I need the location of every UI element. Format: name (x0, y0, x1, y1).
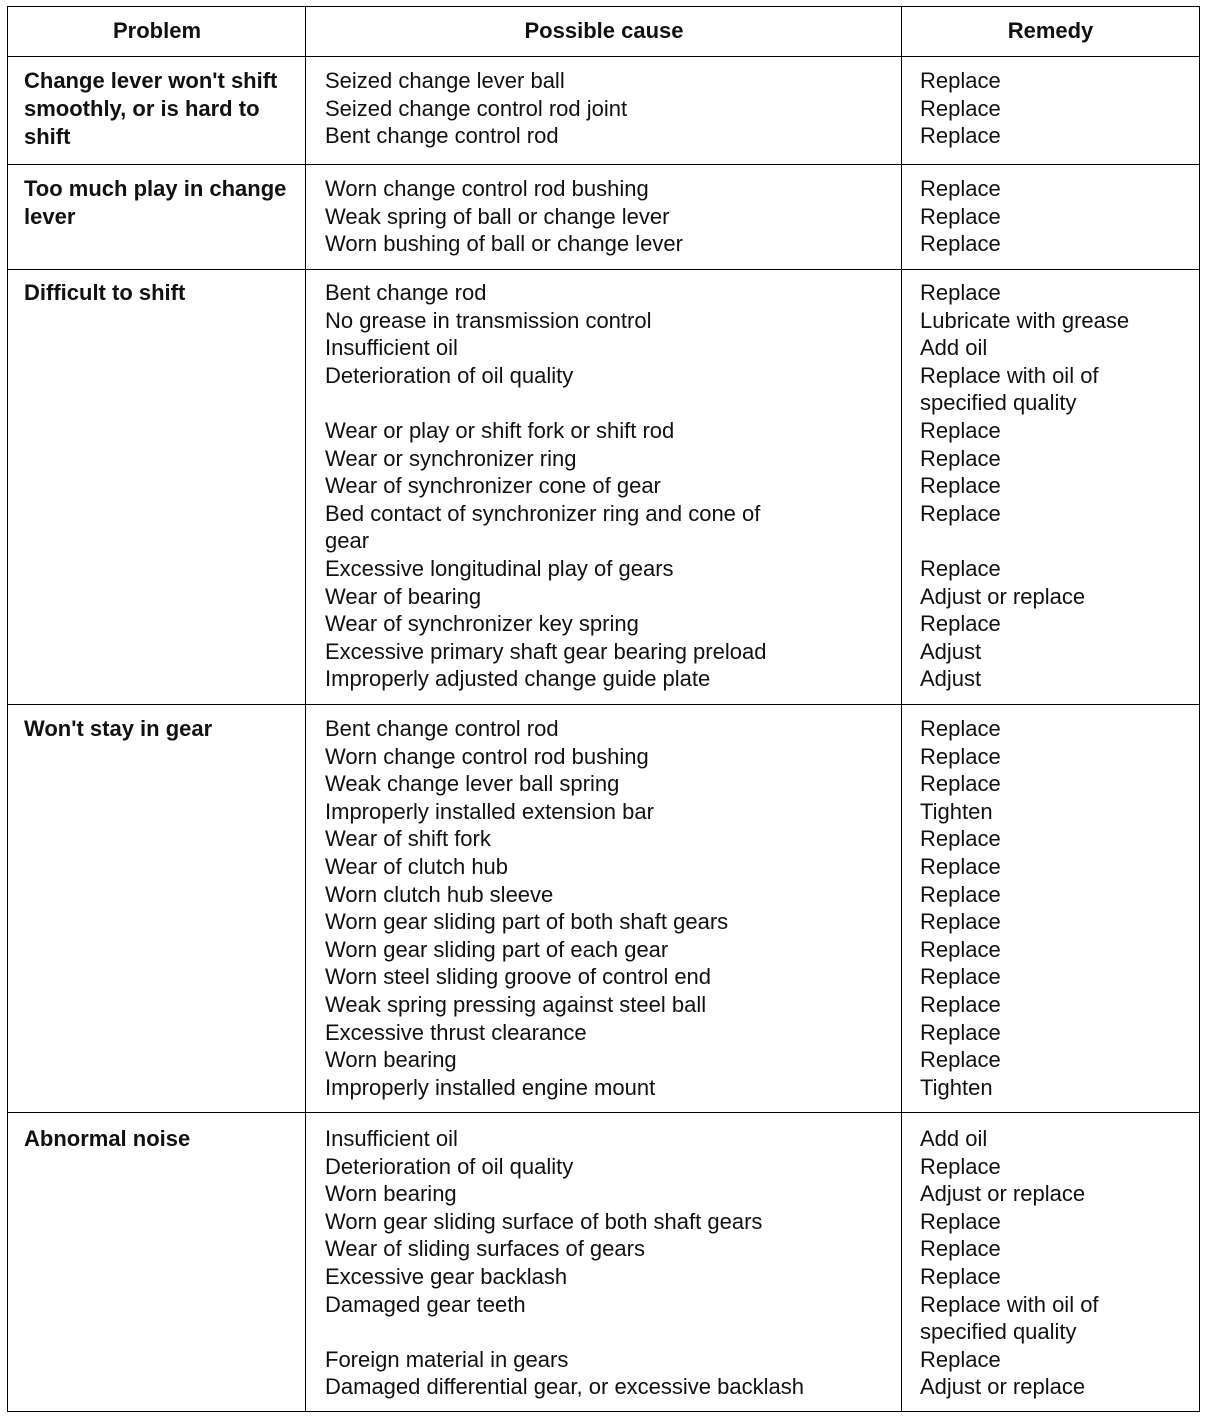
cause-line: Bent change rod (325, 280, 487, 305)
cause-line: Wear of synchronizer cone of gear (325, 473, 661, 499)
cause-line: Damaged differential gear, or excessive backlash (325, 1374, 804, 1400)
remedy-cell (920, 279, 1195, 693)
cause-line: Improperly adjusted change guide plate (325, 666, 711, 692)
remedy-line: Replace (920, 473, 1001, 499)
cause-line: Deterioration of oil quality (325, 362, 574, 388)
row-divider (8, 704, 1199, 705)
remedy-line: Replace (920, 826, 1001, 852)
remedy-line: Replace (920, 909, 1001, 935)
cause-line: Worn bushing of ball or change lever (325, 231, 683, 257)
cause-line: Wear of sliding surfaces of gears (325, 1236, 645, 1262)
column-divider (901, 7, 902, 1411)
cause-line: Worn gear sliding surface of both shaft gears (325, 1208, 763, 1234)
remedy-cell (920, 1125, 1195, 1401)
problem-cell: Won't stay in gear (24, 716, 213, 741)
remedy-line (920, 527, 1195, 555)
cause-line: Wear of synchronizer key spring (325, 611, 639, 637)
cause-line: Bent change control rod (325, 716, 559, 741)
cause-line: Bed contact of synchronizer ring and cone of (325, 500, 761, 526)
cause-cell (325, 715, 895, 1101)
remedy-line: Tighten (920, 1074, 993, 1100)
problem-cell: Abnormal noise (24, 1126, 191, 1151)
troubleshooting-table (7, 6, 1200, 1412)
remedy-line: Replace (920, 1153, 1001, 1179)
row-divider (8, 164, 1199, 165)
remedy-line: Replace (920, 95, 1001, 121)
cause-line: Damaged gear teeth (325, 1291, 526, 1317)
cause-line: Worn gear sliding part of each gear (325, 936, 669, 962)
column-divider (305, 7, 306, 1411)
remedy-line: Replace (920, 1208, 1001, 1234)
cause-line: Weak spring pressing against steel ball (325, 991, 707, 1017)
cause-line: Worn bearing (325, 1181, 457, 1207)
header-cause: Possible cause (524, 18, 684, 43)
cause-line: Improperly installed extension bar (325, 798, 654, 824)
header-problem: Problem (112, 18, 202, 43)
remedy-line: Adjust or replace (920, 583, 1086, 609)
remedy-line: Lubricate with grease (920, 307, 1130, 333)
cause-line: Excessive longitudinal play of gears (325, 555, 674, 581)
remedy-line: Replace (920, 123, 1001, 149)
cause-line: Improperly installed engine mount (325, 1074, 656, 1100)
cause-line: Wear of bearing (325, 583, 482, 609)
cause-line: Excessive primary shaft gear bearing preload (325, 638, 767, 664)
remedy-line: Replace with oil of (920, 1291, 1099, 1317)
header-remedy: Remedy (1007, 18, 1094, 43)
cause-line: Wear of shift fork (325, 826, 491, 852)
cause-line: Weak change lever ball spring (325, 771, 620, 797)
remedy-line: Replace (920, 1263, 1001, 1289)
remedy-cell (920, 175, 1195, 258)
cause-line: Seized change control rod joint (325, 95, 628, 121)
cause-line: Weak spring of ball or change lever (325, 203, 670, 229)
remedy-cell (920, 67, 1195, 150)
remedy-line: Replace (920, 743, 1001, 769)
cause-line: No grease in transmission control (325, 307, 652, 333)
remedy-line: Tighten (920, 798, 993, 824)
remedy-line: Replace (920, 555, 1001, 581)
cause-line: Wear or synchronizer ring (325, 445, 577, 471)
cause-line: Insufficient oil (325, 1126, 458, 1151)
remedy-line: Replace (920, 203, 1001, 229)
table-header (8, 7, 1199, 57)
remedy-line: Replace (920, 853, 1001, 879)
cause-line: Wear of clutch hub (325, 853, 509, 879)
row-divider (8, 1112, 1199, 1113)
problem-cell: Change lever won't shift smoothly, or is hard to shift (24, 68, 278, 149)
cause-line: Worn clutch hub sleeve (325, 881, 554, 907)
remedy-line: specified quality (920, 1319, 1077, 1345)
remedy-line: Replace (920, 991, 1001, 1017)
remedy-line: Replace (920, 611, 1001, 637)
cause-line: Foreign material in gears (325, 1346, 569, 1372)
problem-cell: Difficult to shift (24, 280, 186, 305)
remedy-line: Replace (920, 1047, 1001, 1073)
cause-line: Bent change control rod (325, 123, 559, 149)
cause-line (325, 1318, 895, 1346)
remedy-line: Replace (920, 716, 1001, 741)
cause-line: Insufficient oil (325, 335, 458, 361)
cause-line: Excessive gear backlash (325, 1263, 568, 1289)
row-divider (8, 269, 1199, 270)
cause-line: Worn change control rod bushing (325, 743, 649, 769)
remedy-line: Replace (920, 771, 1001, 797)
cause-line: Worn steel sliding groove of control end (325, 964, 712, 990)
remedy-line: Replace (920, 1019, 1001, 1045)
cause-line: Excessive thrust clearance (325, 1019, 587, 1045)
cause-line: Worn gear sliding part of both shaft gears (325, 909, 729, 935)
cause-line: Deterioration of oil quality (325, 1153, 574, 1179)
remedy-line: Replace (920, 964, 1001, 990)
cause-line: Worn bearing (325, 1047, 457, 1073)
remedy-line: Add oil (920, 335, 988, 361)
remedy-line: Replace (920, 1346, 1001, 1372)
cause-line: gear (325, 528, 370, 554)
remedy-line: specified quality (920, 390, 1077, 416)
remedy-line: Replace (920, 881, 1001, 907)
cause-line: Seized change lever ball (325, 68, 565, 93)
remedy-line: Add oil (920, 1126, 988, 1151)
remedy-line: Replace (920, 445, 1001, 471)
remedy-line: Adjust (920, 638, 982, 664)
remedy-line: Adjust or replace (920, 1181, 1086, 1207)
remedy-line: Replace (920, 1236, 1001, 1262)
remedy-cell (920, 715, 1195, 1101)
problem-cell: Too much play in change lever (24, 176, 287, 229)
cause-cell (325, 175, 895, 258)
remedy-line: Replace (920, 280, 1001, 305)
remedy-line: Replace (920, 231, 1001, 257)
remedy-line: Adjust (920, 666, 982, 692)
cause-cell (325, 67, 895, 150)
cause-line (325, 389, 895, 417)
remedy-line: Replace (920, 417, 1001, 443)
remedy-line: Replace with oil of (920, 362, 1099, 388)
cause-cell (325, 279, 895, 693)
remedy-line: Replace (920, 176, 1001, 201)
remedy-line: Replace (920, 500, 1001, 526)
cause-line: Wear or play or shift fork or shift rod (325, 417, 675, 443)
remedy-line: Adjust or replace (920, 1374, 1086, 1400)
remedy-line: Replace (920, 68, 1001, 93)
cause-line: Worn change control rod bushing (325, 176, 649, 201)
cause-cell (325, 1125, 895, 1401)
remedy-line: Replace (920, 936, 1001, 962)
